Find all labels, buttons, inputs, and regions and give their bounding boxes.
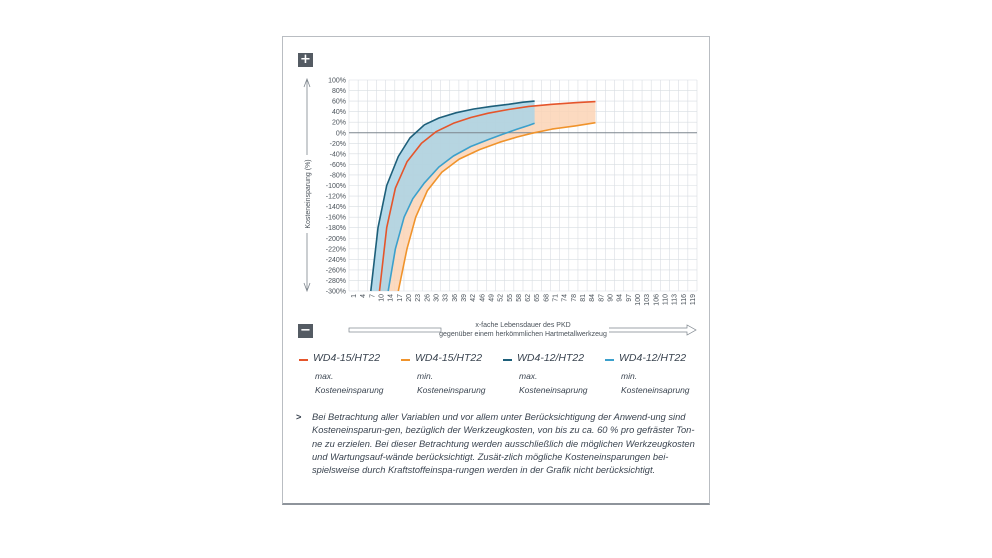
legend-line1: max. [519,371,538,381]
x-axis-label-line2: gegenüber einem herkömmlichen Hartmetallwerkzeug [439,331,607,338]
x-tick-label: 4 [360,294,368,298]
y-tick-label: -160% [325,214,346,222]
x-tick-label: 100 [634,294,642,306]
legend-line1: max. [315,371,334,381]
cost-savings-chart [283,37,711,347]
y-tick-label: -220% [325,246,346,254]
legend-series-name: WD4-15/HT22 [313,352,381,364]
x-tick-label: 46 [479,294,487,302]
footnote [296,411,696,477]
y-tick-label: 60% [331,98,346,106]
x-tick-label: 55 [506,294,514,302]
legend-line1: min. [417,371,434,381]
x-tick-label: 7 [369,294,377,298]
footnote-marker: > [296,412,302,422]
y-tick-label: 40% [331,109,346,117]
x-axis-arrow-right [609,325,696,335]
legend-line [401,359,410,361]
x-tick-label: 36 [451,294,459,302]
x-axis-arrow-left [349,328,441,332]
y-tick-label: -280% [325,277,346,285]
x-tick-label: 30 [433,294,441,302]
y-tick-label: -240% [325,256,346,264]
x-tick-label: 90 [607,294,615,302]
y-axis-label: Kosteneinsparung (%) [305,159,312,229]
y-tick-label: -260% [325,267,346,275]
y-tick-label: -120% [325,193,346,201]
legend-line [605,359,614,361]
legend-line2: Kosteneinsaprung [621,385,690,395]
legend-line1: min. [621,371,638,381]
x-tick-label: 23 [415,294,423,302]
x-tick-label: 74 [561,294,569,302]
footnote-text: Bei Betrachtung aller Variablen und vor allem unter Berücksichtigung der Anwend-ung sind Kosteneinsparun-gen, bezüglich der Werkzeugkosten, von bis zu ca. 60 % pro gefräster Ton-ne zu erzielen. Bei dieser Betrachtung werden ausschließlich die möglichen Werkzeugkosten und Wartungsauf-wände berücksichtigt. Zusät-zlich mögliche Kosteneinsparungen bei-spielsweise durch Kraftstoffeinspa-rungen werden in der Grafik nicht berücksichtigt. [312,412,695,476]
x-tick-label: 71 [552,294,560,302]
y-axis-arrow-down [304,233,310,291]
x-tick-label: 58 [515,294,523,302]
x-tick-label: 94 [616,294,624,302]
x-tick-label: 113 [671,294,679,306]
x-tick-label: 81 [580,294,588,302]
x-tick-label: 1 [351,294,359,298]
plus-icon: + [300,52,311,67]
x-tick-label: 26 [424,294,432,302]
legend-line2: Kosteneinsaprung [519,385,588,395]
x-tick-label: 116 [680,294,688,306]
x-tick-label: 20 [406,294,414,302]
x-tick-label: 68 [543,294,551,302]
x-tick-label: 62 [525,294,533,302]
x-tick-label: 103 [644,294,652,306]
x-tick-label: 33 [442,294,450,302]
y-tick-label: -40% [329,151,346,159]
y-tick-label: -100% [325,183,346,190]
y-tick-label: -60% [329,161,346,169]
minus-icon: − [300,323,311,338]
y-tick-label: -80% [329,172,346,180]
chart-card [282,36,710,505]
x-tick-label: 10 [378,294,386,302]
x-tick-label: 97 [625,294,633,302]
legend-series-name: WD4-15/HT22 [415,352,483,364]
y-tick-label: -20% [329,140,346,148]
x-tick-label: 78 [570,294,578,302]
x-tick-label: 49 [488,294,496,302]
x-tick-label: 87 [598,294,606,302]
y-axis-arrow-up [304,79,310,155]
x-tick-label: 17 [396,294,404,302]
legend-line [503,359,512,361]
x-tick-label: 52 [497,294,505,302]
x-tick-label: 65 [534,294,542,302]
x-tick-label: 110 [662,294,670,306]
x-tick-label: 42 [470,294,478,302]
y-tick-label: 100% [328,77,346,85]
legend-series-name: WD4-12/HT22 [619,352,687,364]
x-tick-label: 119 [689,294,697,306]
x-tick-label: 39 [460,294,468,302]
legend-line [299,359,308,361]
x-tick-label: 14 [387,294,395,302]
y-tick-label: 0% [335,130,346,138]
x-tick-label: 84 [589,294,597,302]
y-tick-label: -200% [325,235,346,243]
y-tick-label: 20% [331,119,346,127]
y-tick-label: -300% [325,288,346,296]
x-axis-label-line1: x-fache Lebensdauer des PKD [475,322,571,329]
x-tick-label: 106 [653,294,661,306]
y-tick-label: -180% [325,225,346,233]
y-tick-label: -140% [325,204,346,212]
legend-series-name: WD4-12/HT22 [517,352,585,364]
legend-line2: Kosteneinsparung [417,385,486,395]
legend-line2: Kosteneinsparung [315,385,384,395]
y-tick-label: 80% [331,88,346,96]
